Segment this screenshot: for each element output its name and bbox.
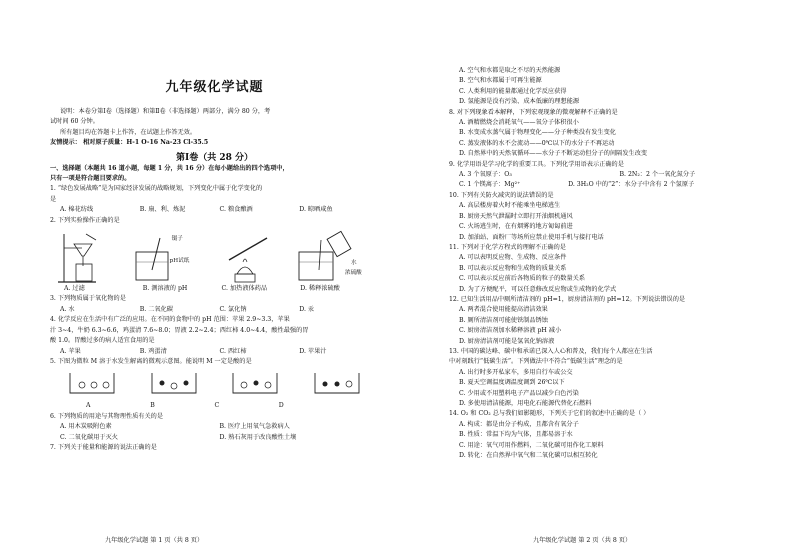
q12-stem: 12. 已知生活用品中厕所清洁剂的 pH=1，厨房清洁剂的 pH=12。下列说法错误的是 [449, 295, 686, 303]
intro-line-2: 试时间 60 分钟。 [50, 118, 99, 126]
intro-line-1: 说明：本卷分第Ⅰ卷（选择题）和第Ⅱ卷（非选择题）两部分，满分 80 分，考 [60, 108, 271, 115]
exam-title: 九年级化学试题 [165, 80, 264, 95]
q4-stem-3: 酸 1.0。胃酸过多的病人适宜食用的是 [50, 337, 155, 345]
q2-option-b: B. 测溶液的 pH [142, 285, 188, 293]
ph-test-figure [130, 230, 206, 284]
q6-option-c: C. 二氧化碳用于灭火 [60, 433, 118, 441]
page-footer-right: 九年级化学试题 第 2 页（共 8 页） [533, 537, 632, 544]
q14-option-a: A. 构成：都是由分子构成，且都含有氧分子 [459, 420, 579, 428]
q12-option-a: A. 两者混合使用能提高清洁效果 [459, 306, 548, 314]
beaker-ph-icon [130, 230, 206, 284]
q12-option-b: B. 厕所清洁剂可能使铁制品锈蚀 [459, 316, 548, 324]
q8-option-d: D. 自然界中的天然氧循环——水分子不断运动但分子的间隔发生改变 [459, 150, 648, 158]
particle-beaker-b-icon [148, 369, 200, 397]
q1-stem-1: 1. “绿色发展战略”是为国家经济发展的战略规划，下列变化中属于化学变化的 [50, 185, 263, 193]
q7-stem: 7. 下列关于能量和能源的说法正确的是 [50, 443, 157, 451]
q1-option-a: A. 棉花纺线 [60, 206, 94, 214]
q10-option-b: B. 厨房天然气泄漏时立即打开油烟机通风 [459, 212, 573, 220]
q6-option-d: D. 熟石灰用于改良酸性土壤 [219, 433, 297, 441]
q7-option-c: C. 人类利用的能量都通过化学反应获得 [459, 87, 567, 95]
q6-options-row-2 [50, 433, 379, 443]
water-label: 水 [350, 260, 357, 267]
q11-option-a: A. 可以表明反应物、生成物、反应条件 [459, 254, 567, 262]
instructions-line-2: 只有一项是符合题目要求的。 [50, 175, 131, 183]
q13-option-c: C. 少用或不用塑料电子产品以减少白色污染 [459, 389, 579, 397]
q8-option-c: C. 蒸发液体的水不会流动——0℃以下的水分子不再运动 [459, 139, 615, 147]
q14-stem: 14. O₂ 和 CO₂ 总与我们如影随形，下列关于它们的叙述中正确的是（ ） [449, 410, 650, 418]
q2-stem: 2. 下列实验操作正确的是 [50, 216, 120, 224]
q3-option-d: D. 汞 [299, 305, 315, 313]
q9-option-a: A. 3 个氧原子：O₃ [459, 171, 512, 179]
q13-stem-1: 13. 中国的碳达峰、碳中和承诺已深入人心和普及，我们每个人都应在生活 [449, 347, 653, 355]
q5-option-a: A [86, 402, 91, 410]
section-title: 第Ⅰ卷（共 28 分） [175, 152, 253, 163]
q2-options [50, 284, 379, 294]
alcohol-lamp-heating-figure [219, 230, 279, 284]
q5-options [50, 401, 379, 411]
q1-option-d: D. 晾晒咸鱼 [299, 206, 333, 214]
q8-stem: 8. 对下列现象看本解释，下列宏观现象的微观解释不正确的是 [449, 108, 618, 116]
q13-option-b: B. 夏天空调温度调温度调到 26℃以下 [459, 379, 565, 387]
q3-options [50, 305, 379, 315]
q10-option-a: A. 高层楼房着火时不能乘坐电梯逃生 [459, 202, 561, 210]
q4-options [50, 347, 379, 357]
q9-stem: 9. 化学用语是学习化学的重要工具。下列化学用语表示正确的是 [449, 160, 624, 168]
q12-option-c: C. 厨房清洁剂加水稀释溶液 pH 减小 [459, 327, 562, 335]
q10-stem: 10. 下列有关防火减灾的说法错误的是 [449, 191, 554, 199]
q10-option-c: C. 火场逃生时，在有烟雾的地方匍匐前进 [459, 223, 573, 231]
q6-stem: 6. 下列物质的用途与其物理性质有关的是 [50, 412, 164, 420]
q12-option-d: D. 厨房清洁剂可能是氢氧化钠溶液 [459, 337, 555, 345]
q13-option-d: D. 多使用清洁能源，用电化石能源代替化石燃料 [459, 400, 592, 407]
q9-options-row-1 [449, 170, 780, 180]
q11-option-d: D. 为了方便配平，可以任意修改反应物或生成物的化学式 [459, 285, 617, 293]
q5-option-d: D [278, 402, 284, 410]
q9-option-d: D. 3H₂O 中的“2”：水分子中含有 2 个氢原子 [568, 181, 695, 189]
q1-option-b: B. 扇、利、炼泥 [139, 206, 186, 214]
q4-option-b: B. 鸡蛋清 [139, 347, 167, 355]
filtration-apparatus-figure [56, 230, 116, 284]
q5-option-b: B [150, 402, 155, 410]
q2-figures [50, 226, 379, 284]
particle-beaker-c-icon [229, 369, 281, 397]
q1-option-c: C. 粮食酿酒 [219, 206, 253, 214]
q4-option-c: C. 西红柿 [219, 347, 247, 355]
q3-option-b: B. 二氧化碳 [139, 305, 173, 313]
q6-option-a: A. 用木炭吸附色素 [60, 423, 112, 431]
q13-option-a: A. 出行时多开私家车，多用自行车或公交 [459, 368, 573, 376]
q5-figures [50, 367, 379, 401]
q3-option-a: A. 水 [60, 305, 75, 313]
q6-options-row-1 [50, 422, 379, 432]
q7-option-a: A. 空气和水都是取之不尽的天然能源 [459, 67, 561, 74]
conc-acid-label: 浓硫酸 [344, 270, 362, 277]
q13-stem-2: 中对刻践行“低碳生活”。下列做法中不符合“低碳生活”理念的是 [449, 358, 623, 366]
q2-option-d: D. 稀释浓硫酸 [300, 285, 340, 293]
instructions-line-1: 一、选择题（本题共 16 道小题，每题 1 分，共 16 分）在每小题给出的四个选项中， [50, 164, 289, 172]
q11-option-b: B. 可以表示反应物和生成物的质量关系 [459, 264, 567, 272]
q4-stem-2: 汁 3~4，牛奶 6.3~6.6，鸡蛋清 7.6~8.0；胃液 2.2~2.4；西红柿 4.0~4.4，酸性最强的胃 [50, 326, 309, 334]
q2-option-c: C. 加热液体药品 [221, 285, 268, 293]
page-footer-left: 九年级化学试题 第 1 页（共 8 页） [105, 537, 204, 544]
particle-beaker-a-icon [66, 369, 118, 397]
q10-option-d: D. 加油站、面粉厂等场所应禁止使用手机与接打电话 [459, 233, 604, 241]
q3-stem: 3. 下列物质属于氧化物的是 [50, 295, 126, 303]
q11-option-c: C. 可以表示反应前后各物质的粒子的数量关系 [459, 275, 586, 283]
right-page [397, 0, 794, 552]
tweezers-label: 镊子 [171, 236, 183, 243]
q8-option-b: B. 水变成水蒸气属于物理变化——分子种类没有发生变化 [459, 129, 616, 137]
q6-option-b: B. 医疗上用氧气急救病人 [219, 423, 290, 431]
q7-option-b: B. 空气和水都属于可再生能源 [459, 77, 542, 85]
q1-stem-2: 是 [50, 195, 57, 203]
q7-option-d: D. 氢能源是没有污染、成本低廉的理想能源 [459, 98, 580, 106]
dilution-figure [293, 230, 373, 284]
q9-option-b: B. 2N₂：2 个一氧化氮分子 [619, 171, 696, 179]
q14-option-b: B. 性质：常温下均为气体，且都易溶于水 [459, 431, 573, 439]
q2-option-a: A. 过滤 [64, 285, 85, 293]
q14-option-c: C. 用途：氧气可用作燃料，二氧化碳可用作化工原料 [459, 441, 604, 449]
q4-option-a: A. 苹果 [60, 347, 81, 355]
q4-option-d: D. 苹果汁 [299, 347, 327, 355]
particle-beaker-d-icon [311, 369, 363, 397]
q4-stem-1: 4. 化学反应在生活中有广泛的应用。在不同的食物中的 pH 范围：苹果 2.9~3.3，苹果 [50, 316, 290, 324]
q11-stem: 11. 下列对于化学方程式的理解不正确的是 [449, 243, 566, 251]
q8-option-a: A. 酒精燃烧会消耗氧气——氧分子体积很小 [459, 119, 579, 127]
ph-paper-label: pH试纸 [169, 258, 190, 265]
intro-line-3: 所有题目均在答题卡上作答，在试题上作答无效。 [60, 128, 197, 136]
q3-option-c: C. 氯化钠 [219, 305, 247, 313]
q5-stem: 5. 下图为微粒 M 溶于水发生解离的微观示意图。能说明 M 一定是酸的是 [50, 357, 252, 365]
atomic-mass-hint: 友情提示： 相对原子质量：H-1 O-16 Na-23 Cl-35.5 [50, 139, 209, 147]
q5-option-c: C [214, 402, 220, 410]
q1-options [50, 205, 379, 215]
q9-option-c: C. 1 个镁离子：Mg²⁺ [459, 181, 521, 189]
q9-options-row-2 [449, 180, 780, 190]
q14-option-d: D. 转化：在自然界中氧气和二氧化碳可以相互转化 [459, 452, 598, 460]
